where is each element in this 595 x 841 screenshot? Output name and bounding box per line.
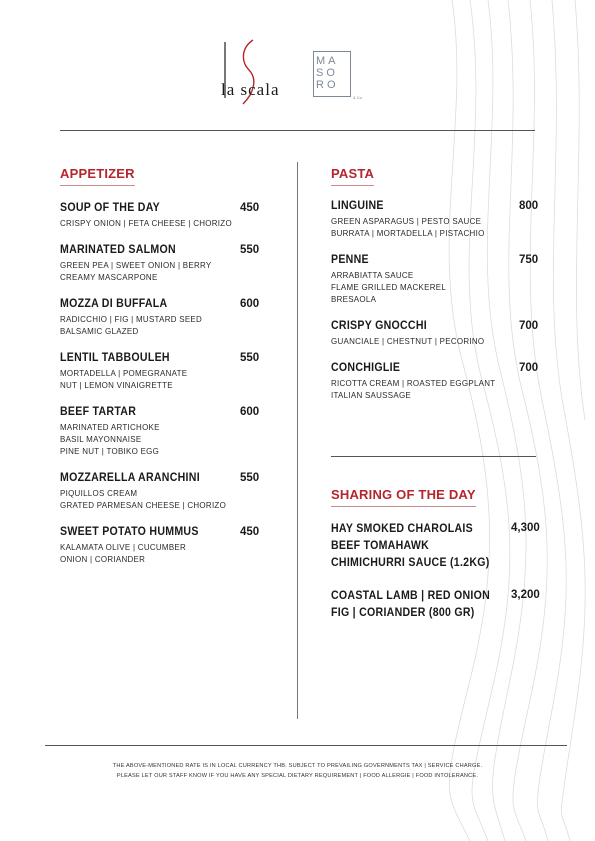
appetizer-title: APPETIZER bbox=[60, 166, 135, 186]
item-price: 4,300 bbox=[511, 522, 540, 534]
pasta-menu-item bbox=[331, 361, 541, 401]
item-price: 700 bbox=[519, 362, 539, 374]
item-name: HAY SMOKED CHAROLAIS bbox=[331, 523, 473, 535]
item-price: 550 bbox=[240, 352, 260, 364]
item-name: BEEF TARTAR bbox=[60, 406, 137, 418]
marso-logo-sub: & Co bbox=[353, 95, 362, 100]
sharing-list bbox=[331, 521, 541, 622]
appetizer-menu-item bbox=[60, 351, 265, 391]
item-description: GREEN ASPARAGUS | PESTO SAUCE bbox=[331, 216, 482, 226]
item-description: PIQUILLOS CREAM bbox=[60, 488, 138, 498]
item-name: SWEET POTATO HUMMUS bbox=[60, 526, 199, 538]
pasta-menu-item bbox=[331, 253, 541, 305]
sharing-menu-item bbox=[331, 521, 541, 572]
appetizer-section bbox=[60, 165, 265, 565]
pasta-menu-item bbox=[331, 319, 541, 347]
item-description: BURRATA | MORTADELLA | PISTACHIO bbox=[331, 228, 485, 238]
lascala-logo bbox=[215, 38, 287, 106]
appetizer-menu-item bbox=[60, 525, 265, 565]
sharing-menu-item bbox=[331, 588, 541, 622]
item-price: 450 bbox=[240, 202, 260, 214]
appetizer-menu-item bbox=[60, 405, 265, 457]
item-description: CREAMY MASCARPONE bbox=[60, 272, 158, 282]
item-description: KALAMATA OLIVE | CUCUMBER bbox=[60, 542, 187, 552]
header-divider bbox=[60, 130, 535, 131]
item-description: MORTADELLA | POMEGRANATE bbox=[60, 368, 188, 378]
item-description: PINE NUT | TOBIKO EGG bbox=[60, 446, 160, 456]
marso-logo-letters: MA SO RO bbox=[316, 55, 339, 91]
item-name: COASTAL LAMB | RED ONION bbox=[331, 590, 491, 602]
item-price: 800 bbox=[519, 200, 539, 212]
item-price: 600 bbox=[240, 406, 260, 418]
item-name: SOUP OF THE DAY bbox=[60, 202, 160, 214]
lascala-wordmark: la scala bbox=[221, 80, 280, 99]
footer-notice bbox=[0, 761, 595, 781]
appetizer-menu-item bbox=[60, 243, 265, 283]
item-name: CHIMICHURRI SAUCE (1.2KG) bbox=[331, 557, 490, 569]
column-divider bbox=[297, 162, 298, 719]
pasta-list bbox=[331, 199, 541, 401]
item-name: LINGUINE bbox=[331, 200, 384, 212]
sharing-section bbox=[331, 486, 541, 622]
item-description: BASIL MAYONNAISE bbox=[60, 434, 142, 444]
item-description: MARINATED ARTICHOKE bbox=[60, 422, 160, 432]
appetizer-list bbox=[60, 201, 265, 565]
appetizer-menu-item bbox=[60, 201, 265, 229]
pasta-title: PASTA bbox=[331, 166, 374, 186]
item-name: CRISPY GNOCCHI bbox=[331, 320, 427, 332]
sharing-title: SHARING OF THE DAY bbox=[331, 487, 476, 507]
item-description: BRESAOLA bbox=[331, 294, 377, 304]
item-description: RICOTTA CREAM | ROASTED EGGPLANT bbox=[331, 378, 496, 388]
item-description: GUANCIALE | CHESTNUT | PECORINO bbox=[331, 336, 485, 346]
item-price: 550 bbox=[240, 472, 260, 484]
item-name: PENNE bbox=[331, 254, 369, 266]
item-name: MOZZARELLA ARANCHINI bbox=[60, 472, 200, 484]
item-price: 750 bbox=[519, 254, 539, 266]
footer-line-2: PLEASE LET OUR STAFF KNOW IF YOU HAVE ANY SPECIAL DIETARY REQUIREMENT | FOOD ALLERGIE | FOOD INTOLERANCE. bbox=[116, 773, 479, 779]
item-description: ONION | CORIANDER bbox=[60, 554, 146, 564]
item-description: ITALIAN SAUSSAGE bbox=[331, 390, 412, 400]
item-description: RADICCHIO | FIG | MUSTARD SEED bbox=[60, 314, 203, 324]
item-name: BEEF TOMAHAWK bbox=[331, 540, 430, 552]
pasta-menu-item bbox=[331, 199, 541, 239]
sharing-divider bbox=[331, 456, 536, 457]
footer-divider bbox=[45, 745, 567, 746]
item-description: CRISPY ONION | FETA CHEESE | CHORIZO bbox=[60, 218, 232, 228]
item-price: 3,200 bbox=[511, 589, 540, 601]
item-name: MARINATED SALMON bbox=[60, 244, 176, 256]
item-price: 600 bbox=[240, 298, 260, 310]
item-price: 550 bbox=[240, 244, 260, 256]
marso-logo bbox=[313, 51, 367, 103]
item-description: BALSAMIC GLAZED bbox=[60, 326, 139, 336]
item-name: LENTIL TABBOULEH bbox=[60, 352, 170, 364]
item-price: 450 bbox=[240, 526, 260, 538]
item-name: FIG | CORIANDER (800 GR) bbox=[331, 607, 475, 619]
item-description: NUT | LEMON VINAIGRETTE bbox=[60, 380, 173, 390]
pasta-section bbox=[331, 165, 541, 401]
appetizer-menu-item bbox=[60, 297, 265, 337]
item-description: ARRABIATTA SAUCE bbox=[331, 270, 414, 280]
item-description: FLAME GRILLED MACKEREL bbox=[331, 282, 447, 292]
item-description: GREEN PEA | SWEET ONION | BERRY bbox=[60, 260, 212, 270]
item-price: 700 bbox=[519, 320, 539, 332]
item-description: GRATED PARMESAN CHEESE | CHORIZO bbox=[60, 500, 227, 510]
appetizer-menu-item bbox=[60, 471, 265, 511]
item-name: MOZZA DI BUFFALA bbox=[60, 298, 168, 310]
footer-line-1: THE ABOVE-MENTIONED RATE IS IN LOCAL CURRENCY THB. SUBJECT TO PREVAILING GOVERNMENTS TAX | SERVICE CHARGE. bbox=[112, 763, 483, 769]
item-name: CONCHIGLIE bbox=[331, 362, 401, 374]
